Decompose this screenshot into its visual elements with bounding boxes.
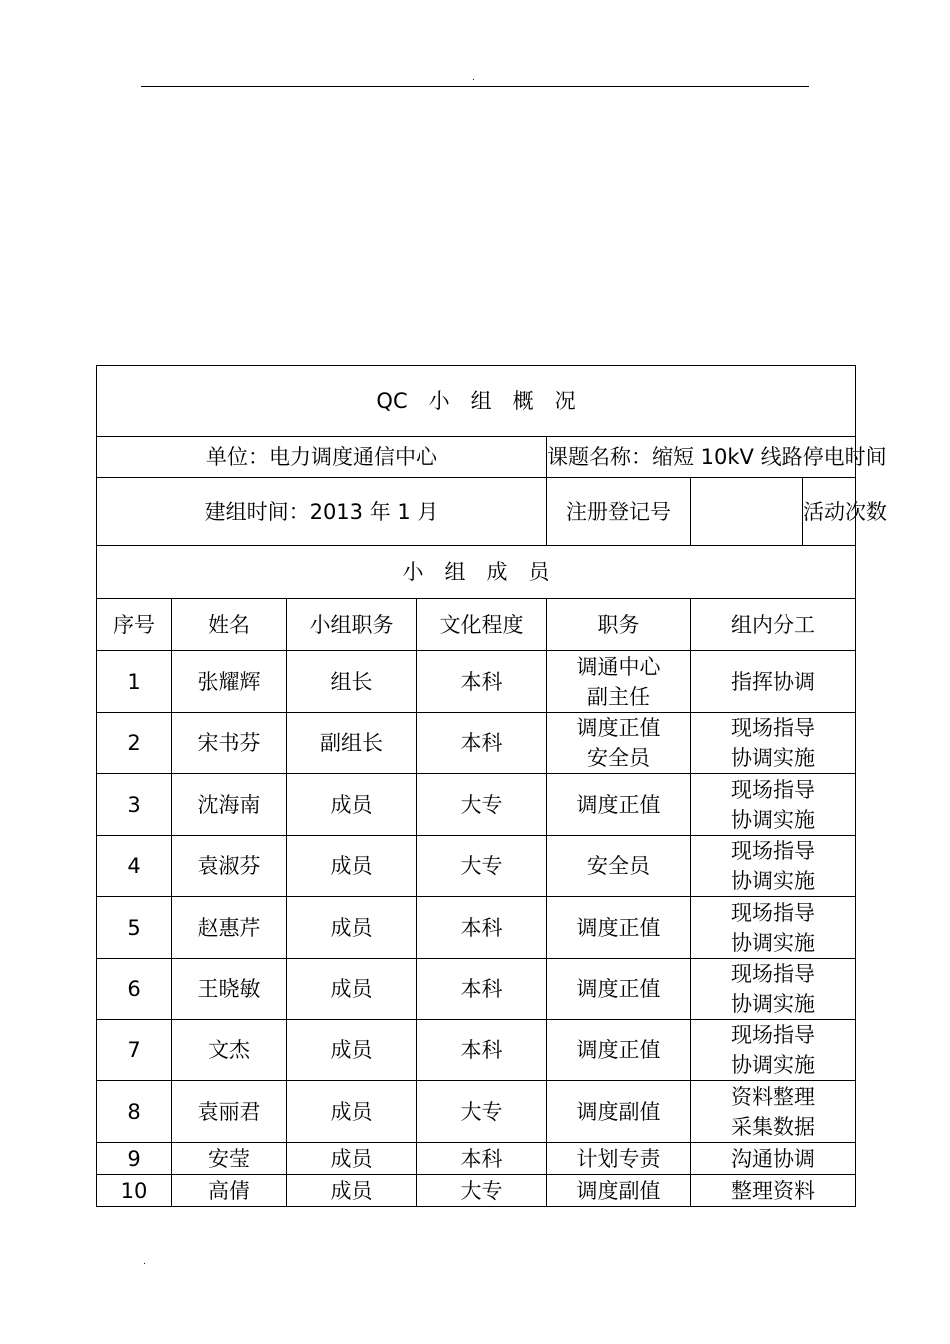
member-position-line: 调度正值 (576, 792, 661, 817)
member-no: 7 (97, 1020, 172, 1081)
member-duty (691, 713, 856, 774)
member-row (97, 836, 856, 897)
member-no: 6 (97, 959, 172, 1020)
member-position-line: 调度正值 (576, 915, 661, 940)
member-duty (691, 774, 856, 836)
member-education: 大专 (417, 836, 547, 897)
members-section-title: 小 组 成 员 (97, 546, 856, 599)
member-education: 本科 (417, 897, 547, 959)
member-group-role: 成员 (287, 1081, 417, 1143)
member-name: 袁丽君 (172, 1081, 287, 1143)
member-group-role: 成员 (287, 1143, 417, 1175)
member-position (547, 774, 691, 836)
member-no: 1 (97, 651, 172, 713)
member-row (97, 1175, 856, 1207)
member-duty-line: 现场指导 (731, 839, 816, 863)
member-group-role: 成员 (287, 959, 417, 1020)
member-duty-line: 协调实施 (731, 930, 816, 955)
member-row (97, 713, 856, 774)
member-position (547, 897, 691, 959)
member-name: 安莹 (172, 1143, 287, 1175)
member-education: 本科 (417, 651, 547, 713)
member-name: 王晓敏 (172, 959, 287, 1020)
member-duty-line: 现场指导 (731, 777, 816, 802)
member-rows (97, 651, 856, 1207)
member-duty (691, 651, 856, 713)
member-position (547, 1081, 691, 1143)
member-duty-line: 现场指导 (731, 900, 816, 925)
member-duty (691, 836, 856, 897)
member-group-role: 组长 (287, 651, 417, 713)
member-duty (691, 1143, 856, 1175)
member-name: 赵惠芹 (172, 897, 287, 959)
member-education: 大专 (417, 774, 547, 836)
member-position (547, 713, 691, 774)
member-duty-line: 协调实施 (731, 869, 816, 893)
member-group-role: 成员 (287, 897, 417, 959)
member-row (97, 1020, 856, 1081)
member-row (97, 959, 856, 1020)
topic-cell: 课题名称：缩短 10kV 线路停电时间 (547, 437, 856, 478)
member-position (547, 1175, 691, 1207)
column-header: 文化程度 (417, 599, 547, 651)
member-duty-line: 协调实施 (731, 1053, 816, 1077)
member-row (97, 897, 856, 959)
member-duty-line: 现场指导 (731, 962, 816, 986)
footer-mark: . (143, 1257, 146, 1267)
member-position (547, 959, 691, 1020)
member-duty-line: 指挥协调 (731, 669, 816, 694)
column-header: 序号 (97, 599, 172, 651)
member-position-line: 调度副值 (576, 1099, 661, 1124)
table-title: QC 小 组 概 况 (97, 366, 856, 437)
member-position-line: 调度正值 (576, 977, 661, 1001)
member-row (97, 651, 856, 713)
member-duty-line: 沟通协调 (731, 1146, 816, 1171)
member-duty-line: 现场指导 (731, 1023, 816, 1047)
member-no: 3 (97, 774, 172, 836)
member-education: 大专 (417, 1081, 547, 1143)
header-rule (141, 86, 809, 87)
member-duty-line: 整理资料 (731, 1178, 816, 1203)
member-position (547, 836, 691, 897)
header-mark: . (472, 73, 475, 83)
member-no: 4 (97, 836, 172, 897)
member-group-role: 副组长 (287, 713, 417, 774)
member-position-line: 调度正值 (576, 716, 661, 740)
member-education: 本科 (417, 1020, 547, 1081)
member-group-role: 成员 (287, 1020, 417, 1081)
member-duty-line: 采集数据 (731, 1114, 816, 1139)
member-no: 10 (97, 1175, 172, 1207)
member-group-role: 成员 (287, 774, 417, 836)
member-position-line: 计划专责 (576, 1146, 661, 1171)
member-group-role: 成员 (287, 1175, 417, 1207)
member-duty-line: 资料整理 (731, 1084, 816, 1109)
unit-cell: 单位：电力调度通信中心 (97, 437, 547, 478)
member-position (547, 651, 691, 713)
member-row (97, 1081, 856, 1143)
column-header: 组内分工 (691, 599, 856, 651)
member-group-role: 成员 (287, 836, 417, 897)
member-duty-line: 协调实施 (731, 746, 816, 770)
member-position-line: 调度副值 (576, 1178, 661, 1203)
member-duty (691, 959, 856, 1020)
member-position-line: 调度正值 (576, 1038, 661, 1062)
member-duty (691, 1175, 856, 1207)
member-no: 2 (97, 713, 172, 774)
founded-cell: 建组时间：2013 年 1 月 (97, 478, 547, 546)
member-no: 9 (97, 1143, 172, 1175)
member-name: 张耀辉 (172, 651, 287, 713)
member-name: 高倩 (172, 1175, 287, 1207)
member-duty-line: 协调实施 (731, 807, 816, 832)
member-education: 本科 (417, 1143, 547, 1175)
qc-overview-table (96, 365, 887, 1207)
member-education: 大专 (417, 1175, 547, 1207)
member-position (547, 1143, 691, 1175)
column-header: 小组职务 (287, 599, 417, 651)
registration-label: 注册登记号 (547, 478, 691, 546)
column-header: 姓名 (172, 599, 287, 651)
member-position (547, 1020, 691, 1081)
column-header: 职务 (547, 599, 691, 651)
member-row (97, 1143, 856, 1175)
member-education: 本科 (417, 713, 547, 774)
member-position-line: 副主任 (587, 684, 650, 709)
activity-count-label: 活动次数 (803, 478, 856, 546)
member-no: 5 (97, 897, 172, 959)
member-duty-line: 协调实施 (731, 992, 816, 1016)
member-name: 宋书芬 (172, 713, 287, 774)
member-name: 文杰 (172, 1020, 287, 1081)
member-position-line: 安全员 (587, 854, 650, 878)
member-name: 袁淑芬 (172, 836, 287, 897)
member-duty (691, 1081, 856, 1143)
member-duty (691, 897, 856, 959)
member-duty (691, 1020, 856, 1081)
member-no: 8 (97, 1081, 172, 1143)
member-position-line: 安全员 (587, 746, 650, 770)
member-education: 本科 (417, 959, 547, 1020)
member-name: 沈海南 (172, 774, 287, 836)
member-row (97, 774, 856, 836)
member-duty-line: 现场指导 (731, 716, 816, 740)
column-header-row (97, 599, 856, 651)
member-position-line: 调通中心 (576, 654, 661, 679)
registration-value (691, 478, 803, 546)
